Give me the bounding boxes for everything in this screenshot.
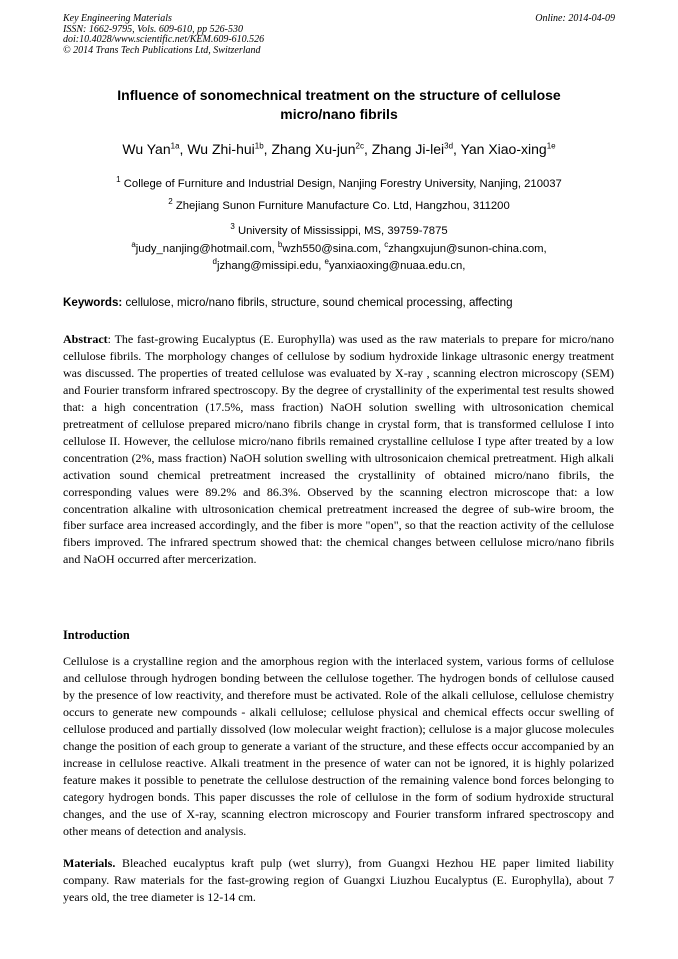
affiliation-text: Zhejiang Sunon Furniture Manufacture Co. Ltd, Hangzhou, 311200 xyxy=(175,200,510,212)
abstract-paragraph xyxy=(63,331,614,568)
introduction-heading: Introduction xyxy=(63,628,130,642)
email-line-2 xyxy=(40,258,638,275)
keywords-text: cellulose, micro/nano fibrils, structure, sound chemical processing, affecting xyxy=(122,296,513,309)
keywords-label: Keywords: xyxy=(63,296,123,309)
email-b: wzh550@sina.com, xyxy=(282,243,385,255)
author-name: Zhang Ji-lei xyxy=(371,141,445,157)
copyright-line: © 2014 Trans Tech Publications Ltd, Switzerland xyxy=(63,44,261,56)
affiliation-2 xyxy=(40,199,638,213)
affiliation-text: College of Furniture and Industrial Design, Nanjing Forestry University, Nanjing, 210037 xyxy=(123,178,562,190)
email-sup: c xyxy=(384,240,389,250)
author-name: Zhang Xu-jun xyxy=(271,141,356,157)
author-sep: , xyxy=(363,141,372,157)
author-name: Wu Zhi-hui xyxy=(187,141,255,157)
email-e: yanxiaoxing@nuaa.edu.cn, xyxy=(328,260,466,272)
author-sup: 2c xyxy=(355,141,364,151)
materials-paragraph xyxy=(63,855,614,906)
title-line-1: Influence of sonomechnical treatment on the structure of cellulose xyxy=(117,87,561,103)
email-sup: d xyxy=(212,257,217,267)
abstract-text: : The fast-growing Eucalyptus (E. Europhylla) was used as the raw materials to prepare for micro/nano cellulose fibrils. The morphology changes of cellulose by sodium hydroxide linkage ultrasonic energy treatment was discussed. The properties of treated cellulose was evaluated by X-ray , scanning electron microscopy (SEM) and Fourier transform infrared spectroscopy. By the degree of crystallinity of the experimental test results showed that: a high concentration (17.5%, mass fraction) NaOH solution swelling with ultrosonication chemical pretreatment of cellulose prepared micro/nano fibrils change in crystal form, that is transformed cellulose I into cellulose II. However, the cellulose micro/nano fibrils remained crystalline cellulose I type after treated by a low concentration (2%, mass fraction) NaOH solution swelling with ultrosonicaion chemical pretreatment. High alkali activation sound chemical pretreatment increased the crystallinity of obtained micro/nano fibrils, the corresponding values were 89.2% and 86.3%. Observed by the scanning electron microscope that: a low concentration alkaline with ultrosonication chemical pretreatment increased the degree of sub-wire broom, the fiber surface area increased accordingly, and the fiber is more "open", so that the reaction activity of the cellulose fibers improved. The infrared spectrum showed that: the chemical changes between cellulose micro/nano fibrils and NaOH occurred after mercerization. xyxy=(63,332,614,567)
author-sup: 1a xyxy=(170,141,180,151)
email-block xyxy=(40,241,638,275)
email-sup: e xyxy=(324,257,329,267)
author-sep: , xyxy=(179,141,188,157)
materials-text: Bleached eucalyptus kraft pulp (wet slurry), from Guangxi Hezhou HE paper limited liability company. Raw materials for the fast-growing region of Guangxi Liuzhou Eucalyptus (E. Europhylla), about 7 years old, the tree diameter is 12-14 cm. xyxy=(63,856,614,904)
affiliation-1 xyxy=(40,177,638,191)
affiliation-3 xyxy=(40,224,638,238)
email-line-1 xyxy=(40,241,638,258)
author-sep: , xyxy=(263,141,272,157)
email-c: zhangxujun@sunon-china.com, xyxy=(388,243,547,255)
author-list xyxy=(40,140,638,158)
author-name: Yan Xiao-xing xyxy=(460,141,547,157)
author-sup: 1e xyxy=(546,141,556,151)
author-sup: 3d xyxy=(444,141,454,151)
author-sep: , xyxy=(453,141,461,157)
email-d: jzhang@missipi.edu, xyxy=(216,260,325,272)
email-sup: a xyxy=(131,240,136,250)
online-date: Online: 2014-04-09 xyxy=(535,13,615,24)
email-a: judy_nanjing@hotmail.com, xyxy=(135,243,278,255)
introduction-paragraph: Cellulose is a crystalline region and the amorphous region with the interlaced system, various forms of cellulose and cellulose through hydrogen bonding between the cellulose together. The hydrogen bonds of cellulose caused by the presence of low reactivity, and therefore must be activated. Role of the alkali cellulose, cellulose chemistry occurs to generate new compounds - alkali cellulose; cellulose physical and chemical effects occur swelling of cellulose produced and partially dissolved (low molecular weight fraction); cellulose is a major glucose molecules change the position of each group to generate a variant of the structure, and these effects occur accompanied by an increase in cellulose reactive. Alkali treatment in the presence of water can not be ignored, it is highly polarized feature makes it possible to penetrate the cellulose destruction of the remaining valence bond forces belonging to category hydrogen bonds. This paper discusses the role of cellulose in the form of sodium hydroxide structural changes, and the use of X-ray, scanning electron microscopy and Fourier transform infrared spectroscopy and other means of detection and analysis. xyxy=(63,654,614,838)
materials-label: Materials. xyxy=(63,856,116,870)
journal-name: Key Engineering Materials xyxy=(63,13,172,24)
affiliation-sup: 1 xyxy=(116,175,121,185)
abstract-label: Abstract xyxy=(63,332,108,346)
author-sup: 1b xyxy=(254,141,264,151)
author-name: Wu Yan xyxy=(122,141,171,157)
affiliation-sup: 3 xyxy=(230,222,235,232)
keywords-line xyxy=(63,296,623,310)
affiliation-sup: 2 xyxy=(168,197,173,207)
title-line-2: micro/nano fibrils xyxy=(280,106,398,122)
journal-header xyxy=(63,14,264,56)
paper-title xyxy=(63,86,615,124)
issn-line: ISSN: 1662-9795, Vols. 609-610, pp 526-530 xyxy=(63,23,243,35)
email-sup: b xyxy=(277,240,283,250)
affiliation-text: University of Mississippi, MS, 39759-7875 xyxy=(237,225,448,237)
doi-line: doi:10.4028/www.scientific.net/KEM.609-610.526 xyxy=(63,34,265,45)
